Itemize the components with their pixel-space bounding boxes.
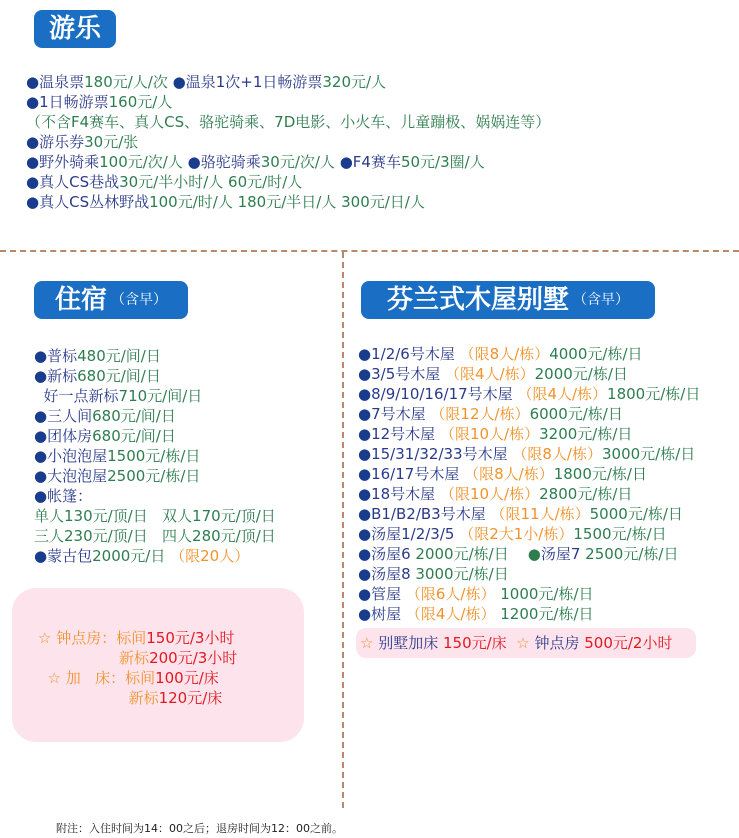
list-item bbox=[26, 132, 550, 152]
text-segment: （限20人） bbox=[170, 547, 250, 565]
bullet-icon: ● bbox=[34, 487, 48, 505]
list-item bbox=[358, 484, 700, 504]
text-segment: 3200元/栋/日 bbox=[539, 425, 633, 443]
list-item bbox=[358, 604, 700, 624]
list-item bbox=[26, 112, 550, 132]
text-segment: 680元/间/日 bbox=[77, 367, 161, 385]
text-segment: 500元/2小时 bbox=[584, 634, 673, 652]
villa-list bbox=[358, 344, 700, 624]
text-segment: 钟点房 bbox=[534, 634, 585, 652]
text-segment: 3/5号木屋 bbox=[371, 365, 446, 383]
text-segment: （限2大1小/栋） bbox=[459, 525, 574, 543]
text-segment: 18号木屋 bbox=[371, 485, 440, 503]
list-item bbox=[358, 424, 700, 444]
text-segment: 480元/间/日 bbox=[77, 347, 161, 365]
list-item bbox=[358, 364, 700, 384]
text-segment: （不含F4赛车、真人CS、骆驼骑乘、7D电影、小火车、儿童蹦极、娲娲连等） bbox=[26, 113, 551, 131]
list-item bbox=[358, 404, 700, 424]
bullet-icon: ● bbox=[26, 73, 40, 91]
text-segment: 1/2/6号木屋 bbox=[371, 345, 460, 363]
text-segment: 汤屋1/2/3/5 bbox=[371, 525, 460, 543]
text-segment: 30元/半小时/人 60元/时/人 bbox=[119, 173, 303, 191]
text-segment: 游乐券 bbox=[39, 133, 85, 151]
bullet-icon: ● bbox=[358, 385, 372, 403]
villa-title: 芬兰式木屋别墅 bbox=[386, 285, 569, 315]
text-segment: 蒙古包 bbox=[47, 547, 93, 565]
bullet-icon: ● bbox=[358, 405, 372, 423]
text-segment: 三人间 bbox=[47, 407, 93, 425]
text-segment: 1800元/栋/日 bbox=[553, 465, 647, 483]
bullet-icon: ● bbox=[358, 485, 372, 503]
text-segment: 2000元/栋/日 bbox=[415, 545, 528, 563]
text-segment: 别墅加床 bbox=[378, 634, 443, 652]
lodging-list bbox=[34, 346, 276, 566]
text-segment: （限8人/栋） bbox=[459, 345, 550, 363]
list-item bbox=[358, 444, 700, 464]
bullet-icon: ● bbox=[527, 545, 541, 563]
text-segment: （限10人/栋） bbox=[439, 425, 540, 443]
bullet-icon: ● bbox=[358, 365, 372, 383]
text-segment: 6000元/栋/日 bbox=[529, 405, 623, 423]
text-segment: 150元/床 bbox=[443, 634, 507, 652]
list-item bbox=[358, 544, 700, 564]
text-segment: （限10人/栋） bbox=[439, 485, 540, 503]
text-segment: 50元/3圈/人 bbox=[400, 153, 485, 171]
text-segment: 好一点新标 bbox=[34, 387, 119, 405]
list-item bbox=[358, 584, 700, 604]
villa-subtitle: （含早） bbox=[573, 292, 629, 308]
list-item bbox=[38, 648, 237, 668]
text-segment: 5000元/栋/日 bbox=[589, 505, 683, 523]
text-segment: 15/31/32/33号木屋 bbox=[371, 445, 513, 463]
list-item bbox=[34, 446, 276, 466]
text-segment: 1000元/栋/日 bbox=[495, 585, 594, 603]
list-item bbox=[34, 526, 276, 546]
list-item bbox=[358, 464, 700, 484]
text-segment: 1200元/栋/日 bbox=[495, 605, 594, 623]
text-segment: （限4人/栋） bbox=[517, 385, 608, 403]
text-segment: 普标 bbox=[47, 347, 78, 365]
bullet-icon: ● bbox=[26, 93, 40, 111]
text-segment: 8/9/10/16/17号木屋 bbox=[371, 385, 518, 403]
text-segment: 160元/人 bbox=[108, 93, 173, 111]
bullet-icon: ● bbox=[182, 153, 201, 171]
text-segment: 大泡泡屋 bbox=[47, 467, 108, 485]
list-item bbox=[26, 192, 550, 212]
list-item bbox=[34, 506, 276, 526]
bullet-icon: ● bbox=[358, 525, 372, 543]
lodging-header bbox=[34, 281, 188, 319]
text-segment: 100元/时/人 180元/半日/人 300元/日/人 bbox=[149, 193, 425, 211]
text-segment: （限8人/栋） bbox=[512, 445, 602, 463]
lodging-extras bbox=[38, 628, 237, 708]
text-segment: 150元/3小时 bbox=[146, 629, 235, 647]
text-segment: 2800元/栋/日 bbox=[539, 485, 633, 503]
text-segment: （限12人/栋） bbox=[430, 405, 530, 423]
text-segment: 2000元/日 bbox=[92, 547, 171, 565]
text-segment: 3000元/栋/日 bbox=[415, 565, 509, 583]
entertainment-header bbox=[34, 10, 116, 48]
text-segment: 骆驼骑乘 bbox=[200, 153, 261, 171]
list-item bbox=[360, 633, 672, 653]
text-segment: 标间 bbox=[125, 669, 156, 687]
horizontal-divider bbox=[0, 250, 739, 252]
bullet-icon: ● bbox=[34, 467, 48, 485]
list-item bbox=[38, 668, 237, 688]
list-item bbox=[34, 386, 276, 406]
bullet-icon: ● bbox=[358, 345, 372, 363]
text-segment: 标间 bbox=[116, 629, 147, 647]
text-segment: 加 床： bbox=[65, 669, 126, 687]
text-segment: 汤屋7 bbox=[540, 545, 586, 563]
text-segment: 320元/人 bbox=[322, 73, 387, 91]
text-segment: 3000元/栋/日 bbox=[601, 445, 696, 463]
bullet-icon: ● bbox=[358, 605, 372, 623]
lodging-subtitle: （含早） bbox=[111, 292, 167, 308]
star-icon: ☆ bbox=[360, 634, 379, 652]
text-segment: 真人CS丛林野战 bbox=[39, 193, 150, 211]
text-segment: 1800元/栋/日 bbox=[607, 385, 701, 403]
text-segment: 野外骑乘 bbox=[39, 153, 100, 171]
text-segment: 帐篷： bbox=[47, 487, 93, 505]
list-item bbox=[26, 152, 550, 172]
text-segment: 710元/间/日 bbox=[118, 387, 203, 405]
text-segment: 1500元/栋/日 bbox=[107, 447, 201, 465]
text-segment: 120元/床 bbox=[158, 689, 223, 707]
list-item bbox=[26, 172, 550, 192]
text-segment: 三人230元/顶/日 四人280元/顶/日 bbox=[34, 527, 276, 545]
star-icon: ☆ bbox=[38, 669, 66, 687]
bullet-icon: ● bbox=[26, 173, 40, 191]
list-item bbox=[34, 486, 276, 506]
text-segment: 2000元/栋/日 bbox=[534, 365, 628, 383]
text-segment: 树屋 bbox=[371, 605, 406, 623]
vertical-divider bbox=[342, 252, 344, 808]
text-segment: 16/17号木屋 bbox=[371, 465, 465, 483]
bullet-icon: ● bbox=[358, 445, 372, 463]
bullet-icon: ● bbox=[334, 153, 353, 171]
bullet-icon: ● bbox=[26, 133, 40, 151]
lodging-title: 住宿 bbox=[54, 285, 107, 315]
bullet-icon: ● bbox=[358, 565, 372, 583]
text-segment: F4赛车 bbox=[352, 153, 401, 171]
list-item bbox=[38, 688, 237, 708]
list-item bbox=[26, 72, 550, 92]
text-segment: 汤屋8 bbox=[371, 565, 416, 583]
text-segment: 管屋 bbox=[371, 585, 406, 603]
text-segment: 新标 bbox=[38, 649, 150, 667]
text-segment: 680元/间/日 bbox=[92, 407, 176, 425]
text-segment: 1500元/栋/日 bbox=[573, 525, 667, 543]
text-segment: 新标 bbox=[38, 689, 159, 707]
text-segment: 团体房 bbox=[47, 427, 93, 445]
villa-header bbox=[361, 281, 655, 319]
text-segment: 温泉票 bbox=[39, 73, 85, 91]
list-item bbox=[34, 346, 276, 366]
star-icon: ☆ bbox=[506, 634, 535, 652]
text-segment: 4000元/栋/日 bbox=[549, 345, 643, 363]
text-segment: 1日畅游票 bbox=[39, 93, 109, 111]
bullet-icon: ● bbox=[167, 73, 186, 91]
villa-extras bbox=[360, 633, 672, 653]
text-segment: 30元/次/人 bbox=[260, 153, 335, 171]
list-item bbox=[34, 426, 276, 446]
list-item bbox=[358, 344, 700, 364]
bullet-icon: ● bbox=[358, 585, 372, 603]
text-segment: 7号木屋 bbox=[371, 405, 431, 423]
text-segment: 30元/张 bbox=[84, 133, 139, 151]
text-segment: （限11人/栋） bbox=[490, 505, 590, 523]
bullet-icon: ● bbox=[358, 425, 372, 443]
text-segment: （限8人/栋） bbox=[464, 465, 554, 483]
text-segment: 2500元/栋/日 bbox=[107, 467, 201, 485]
text-segment: 100元/次/人 bbox=[99, 153, 183, 171]
text-segment: 680元/间/日 bbox=[92, 427, 176, 445]
bullet-icon: ● bbox=[26, 193, 40, 211]
list-item bbox=[26, 92, 550, 112]
text-segment: （限4人/栋） bbox=[405, 605, 496, 623]
text-segment: 小泡泡屋 bbox=[47, 447, 108, 465]
list-item bbox=[34, 406, 276, 426]
footer-note: 附注：入住时间为14：00之后；退房时间为12：00之前。 bbox=[56, 822, 343, 835]
list-item bbox=[38, 628, 237, 648]
text-segment: 新标 bbox=[47, 367, 78, 385]
list-item bbox=[358, 524, 700, 544]
bullet-icon: ● bbox=[34, 407, 48, 425]
text-segment: （限4人/栋） bbox=[445, 365, 535, 383]
text-segment: 真人CS巷战 bbox=[39, 173, 120, 191]
text-segment: 钟点房： bbox=[56, 629, 117, 647]
text-segment: 100元/床 bbox=[155, 669, 219, 687]
list-item bbox=[34, 466, 276, 486]
text-segment: 2500元/栋/日 bbox=[585, 545, 679, 563]
bullet-icon: ● bbox=[358, 465, 372, 483]
bullet-icon: ● bbox=[34, 347, 48, 365]
text-segment: 180元/人/次 bbox=[84, 73, 168, 91]
star-icon: ☆ bbox=[38, 629, 57, 647]
bullet-icon: ● bbox=[34, 427, 48, 445]
bullet-icon: ● bbox=[26, 153, 40, 171]
text-segment: B1/B2/B3号木屋 bbox=[371, 505, 491, 523]
text-segment: 12号木屋 bbox=[371, 425, 440, 443]
entertainment-list bbox=[26, 72, 550, 212]
bullet-icon: ● bbox=[358, 545, 372, 563]
text-segment: （限6人/栋） bbox=[405, 585, 496, 603]
text-segment: 汤屋6 bbox=[371, 545, 416, 563]
list-item bbox=[358, 384, 700, 404]
list-item bbox=[34, 366, 276, 386]
entertainment-title: 游乐 bbox=[48, 14, 101, 44]
text-segment: 温泉1次+1日畅游票 bbox=[185, 73, 323, 91]
bullet-icon: ● bbox=[34, 447, 48, 465]
text-segment: 200元/3小时 bbox=[149, 649, 238, 667]
list-item bbox=[358, 564, 700, 584]
list-item bbox=[358, 504, 700, 524]
bullet-icon: ● bbox=[358, 505, 372, 523]
bullet-icon: ● bbox=[34, 367, 48, 385]
bullet-icon: ● bbox=[34, 547, 48, 565]
list-item bbox=[34, 546, 276, 566]
text-segment: 单人130元/顶/日 双人170元/顶/日 bbox=[34, 507, 276, 525]
